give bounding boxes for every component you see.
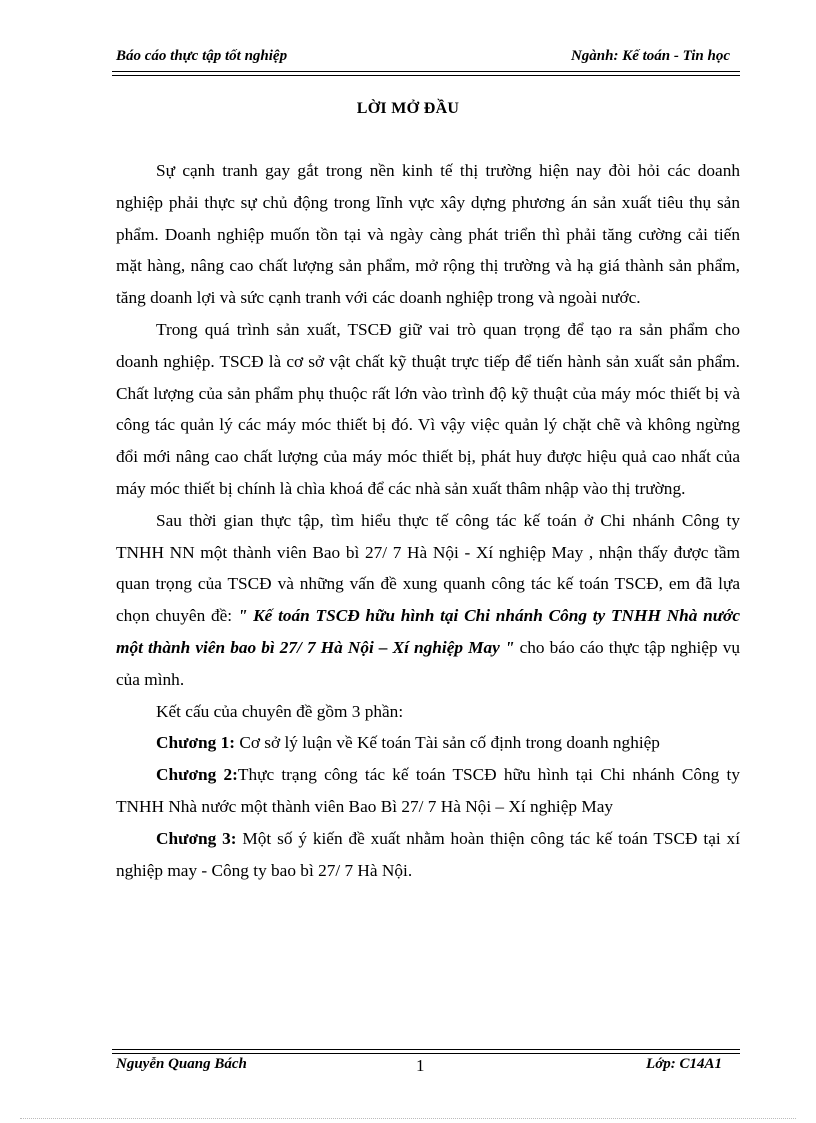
- chapter-1: [116, 727, 740, 759]
- chapter-1-text: Cơ sở lý luận về Kế toán Tài sản cố định trong doanh nghiệp: [235, 733, 660, 753]
- chapter-2-text: Thực trạng công tác kế toán TSCĐ hữu hình tại Chi nhánh Công ty TNHH Nhà nước một thành viên Bao Bì 27/ 7 Hà Nội – Xí nghiệp May: [116, 765, 740, 816]
- page-footer: [116, 1056, 736, 1078]
- chapter-2: [116, 759, 740, 823]
- paragraph-1: Sự cạnh tranh gay gắt trong nền kinh tế thị trường hiện nay đòi hỏi các doanh nghiệp phải thực sự chủ động trong lĩnh vực xây dựng phương án sản xuất tiêu thụ sản phẩm. Doanh nghiệp muốn tồn tại và ngày càng phát triển thì phải tăng cường cải tiến mặt hàng, nâng cao chất lượng sản phẩm, mở rộng thị trường và hạ giá thành sản phẩm, tăng doanh lợi và sức cạnh tranh với các doanh nghiệp trong và ngoài nước.: [116, 161, 740, 308]
- page-number: 1: [416, 1056, 425, 1075]
- paragraph-2: Trong quá trình sản xuất, TSCĐ giữ vai trò quan trọng để tạo ra sản phẩm cho doanh nghiệp. TSCĐ là cơ sở vật chất kỹ thuật trực tiếp để tiến hành sản xuất sản phẩm. Chất lượng của sản phẩm phụ thuộc rất lớn vào trình độ kỹ thuật của máy móc thiết bị và công tác quản lý các máy móc thiết bị đó. Vì vậy việc quản lý chặt chẽ và không ngừng đổi mới nâng cao chất lượng của máy móc thiết bị, phát huy được hiệu quả cao nhất của máy móc thiết bị chính là chìa khoá để các nhà sản xuất thâm nhập vào thị trường.: [116, 319, 740, 498]
- paragraph-4: Kết cấu của chuyên đề gồm 3 phần:: [156, 701, 404, 721]
- page-title: LỜI MỞ ĐẦU: [356, 100, 460, 117]
- chapter-1-label: Chương 1:: [156, 733, 235, 753]
- footer-author: Nguyễn Quang Bách: [116, 1056, 247, 1072]
- topic-title: " Kế toán TSCĐ hữu hình tại Chi nhánh Công ty TNHH Nhà nước một thành viên bao bì 27/ 7 Hà Nội – Xí nghiệp May ": [116, 606, 740, 657]
- chapter-3: [116, 823, 740, 887]
- page-header: [116, 48, 736, 70]
- header-major: Ngành: Kế toán - Tin học: [570, 48, 730, 64]
- header-rule: [112, 71, 740, 76]
- document-body: [116, 155, 740, 886]
- header-report-title: Báo cáo thực tập tốt nghiệp: [116, 48, 288, 64]
- paragraph-3-end: cho báo cáo thực tập nghiệp vụ của mình.: [116, 637, 740, 689]
- chapter-3-label: Chương 3:: [156, 828, 237, 848]
- paragraph-3: [116, 505, 740, 696]
- footer-class: Lớp: C14A1: [646, 1056, 722, 1072]
- page-edge-divider: [20, 1118, 796, 1119]
- chapter-3-text: Một số ý kiến đề xuất nhằm hoàn thiện công tác kế toán TSCĐ tại xí nghiệp may - Công ty bao bì 27/ 7 Hà Nội.: [116, 828, 740, 880]
- footer-rule: [112, 1049, 740, 1054]
- chapter-2-label: Chương 2:: [156, 765, 238, 785]
- paragraph-3-intro: Sau thời gian thực tập, tìm hiểu thực tế công tác kế toán ở Chi nhánh Công ty TNHH NN một thành viên Bao bì 27/ 7 Hà Nội - Xí nghiệp May , nhận thấy được tầm quan trọng của TSCĐ và những vấn đề xung quanh công tác kế toán TSCĐ, em đã lựa chọn chuyên đề:: [116, 510, 740, 626]
